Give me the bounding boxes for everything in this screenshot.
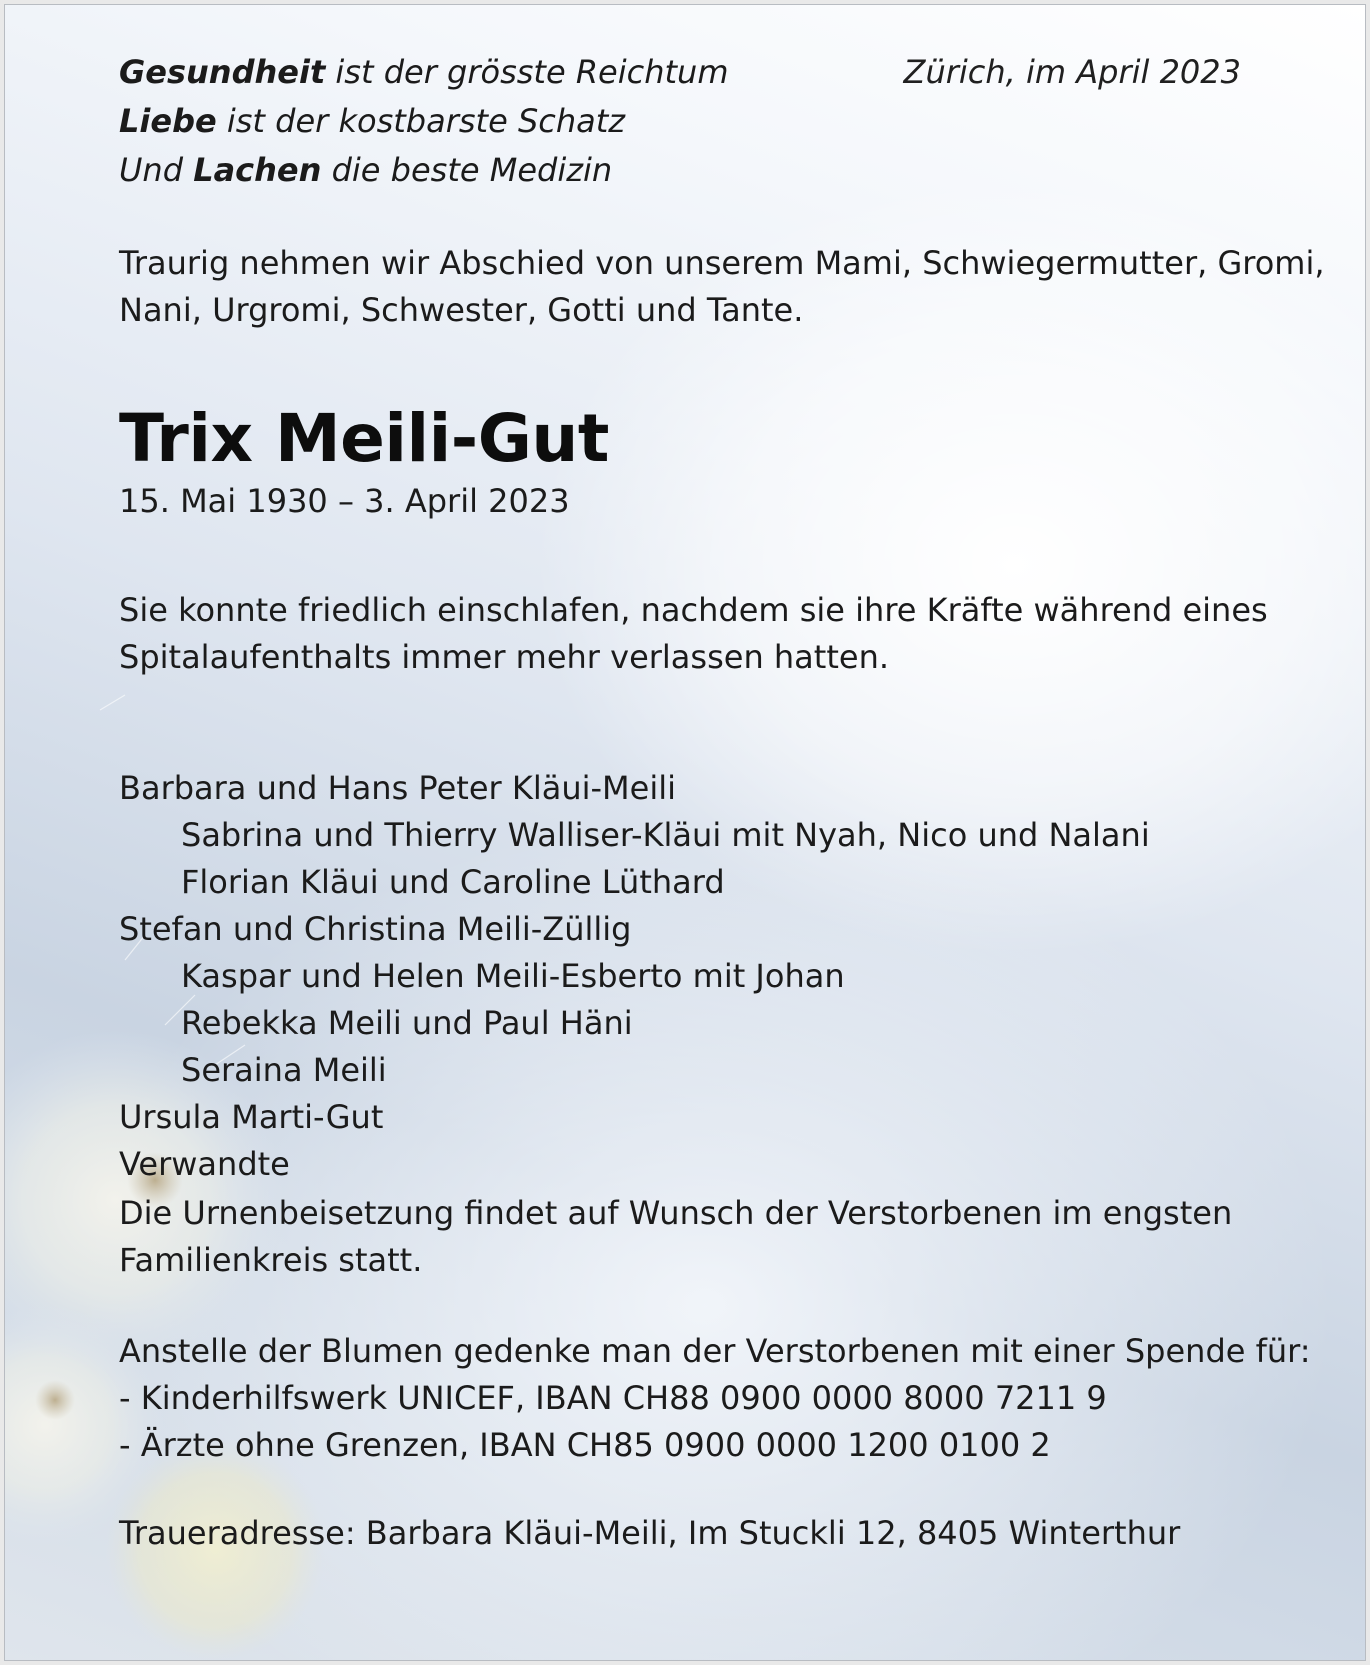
motto-line-3 (119, 146, 729, 195)
family-member: Seraina Meili (181, 1051, 387, 1089)
burial-line: Familienkreis statt. (119, 1241, 423, 1279)
motto-text: Und (119, 151, 194, 189)
passing-line: Spitalaufenthalts immer mehr verlassen hatten. (119, 638, 890, 676)
motto-word-gesundheit: Gesundheit (119, 53, 326, 91)
motto-word-liebe: Liebe (119, 102, 217, 140)
motto-line-2 (119, 97, 729, 146)
donation-section (119, 1328, 1349, 1469)
place-and-date: Zürich, im April 2023 (903, 53, 1241, 91)
obituary-card (4, 4, 1366, 1661)
donation-unicef: - Kinderhilfswerk UNICEF, IBAN CH88 0900 0000 8000 7211 9 (119, 1379, 1107, 1417)
motto-text: ist der grösste Reichtum (325, 53, 729, 91)
motto-text: die beste Medizin (321, 151, 613, 189)
mourning-address: Traueradresse: Barbara Kläui-Meili, Im Stuckli 12, 8405 Winterthur (119, 1514, 1181, 1552)
donation-intro: Anstelle der Blumen gedenke man der Verstorbenen mit einer Spende für: (119, 1332, 1311, 1370)
family-member: Rebekka Meili und Paul Häni (181, 1004, 633, 1042)
burial-line: Die Urnenbeisetzung findet auf Wunsch der Verstorbenen im engsten (119, 1194, 1233, 1232)
family-list (119, 765, 1150, 1188)
passing-line: Sie konnte friedlich einschlafen, nachdem sie ihre Kräfte während eines (119, 591, 1268, 629)
motto-word-lachen: Lachen (193, 151, 322, 189)
burial-notice (119, 1190, 1349, 1284)
farewell-intro (119, 240, 1349, 334)
family-member: Kaspar und Helen Meili-Esberto mit Johan (181, 957, 845, 995)
motto-line-1 (119, 48, 729, 97)
family-member: Verwandte (119, 1145, 290, 1183)
family-member: Ursula Marti-Gut (119, 1098, 384, 1136)
deceased-name: Trix Meili-Gut (119, 400, 609, 477)
passing-statement (119, 587, 1349, 681)
motto-verse (119, 48, 729, 195)
family-member: Stefan und Christina Meili-Züllig (119, 910, 632, 948)
family-member: Florian Kläui und Caroline Lüthard (181, 863, 725, 901)
life-dates: 15. Mai 1930 – 3. April 2023 (119, 482, 570, 520)
family-member: Barbara und Hans Peter Kläui-Meili (119, 769, 676, 807)
donation-msf: - Ärzte ohne Grenzen, IBAN CH85 0900 0000 1200 0100 2 (119, 1426, 1051, 1464)
motto-text: ist der kostbarste Schatz (216, 102, 626, 140)
family-member: Sabrina und Thierry Walliser-Kläui mit Nyah, Nico und Nalani (181, 816, 1150, 854)
farewell-intro-line: Traurig nehmen wir Abschied von unserem Mami, Schwiegermutter, Gromi, (119, 244, 1325, 282)
farewell-intro-line: Nani, Urgromi, Schwester, Gotti und Tante. (119, 291, 804, 329)
